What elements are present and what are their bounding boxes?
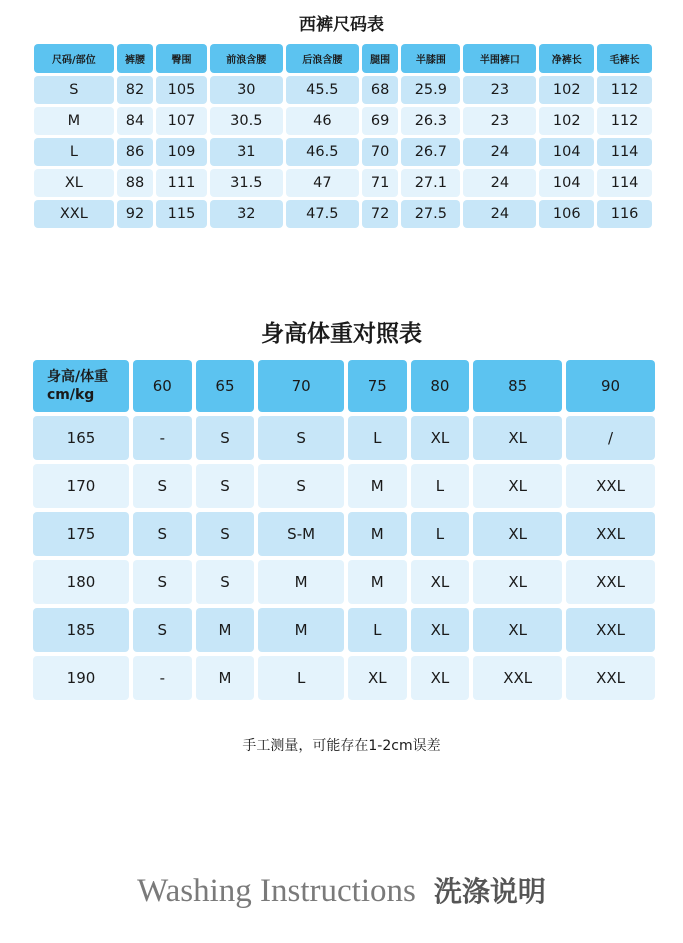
measurement-cell: 68: [362, 76, 399, 104]
table-row: [33, 464, 655, 508]
size-recommendation-cell: XXL: [473, 656, 562, 700]
height-weight-table-title: 身高体重对照表: [261, 321, 422, 347]
measurement-cell: 47: [286, 169, 359, 197]
measurement-cell: 102: [539, 76, 594, 104]
corner-label-height-weight: 身高/体重: [47, 369, 109, 385]
measurement-cell: 26.7: [401, 138, 460, 166]
size-recommendation-cell: XL: [473, 560, 562, 604]
size-recommendation-cell: L: [348, 416, 407, 460]
measurement-cell: 116: [597, 200, 652, 228]
size-recommendation-cell: XXL: [566, 464, 655, 508]
measurement-cell: 24: [463, 200, 536, 228]
column-header: 臀围: [156, 44, 207, 73]
measurement-cell: 104: [539, 138, 594, 166]
height-cell: 180: [33, 560, 129, 604]
measurement-cell: 26.3: [401, 107, 460, 135]
size-recommendation-cell: S: [133, 560, 192, 604]
column-header: 半膝围: [401, 44, 460, 73]
measurement-cell: 86: [117, 138, 154, 166]
height-cell: 185: [33, 608, 129, 652]
size-recommendation-cell: XL: [348, 656, 407, 700]
column-header: 毛裤长: [597, 44, 652, 73]
size-recommendation-cell: L: [258, 656, 344, 700]
measurement-cell: 27.1: [401, 169, 460, 197]
size-recommendation-cell: XXL: [566, 560, 655, 604]
size-recommendation-cell: XL: [473, 608, 562, 652]
measurement-cell: 72: [362, 200, 399, 228]
size-recommendation-cell: M: [258, 560, 344, 604]
table-row: [34, 200, 652, 228]
size-recommendation-cell: S: [196, 416, 255, 460]
measurement-cell: 102: [539, 107, 594, 135]
measurement-cell: 30: [210, 76, 283, 104]
size-recommendation-cell: S: [196, 512, 255, 556]
measurement-cell: 24: [463, 169, 536, 197]
table-row: [34, 76, 652, 104]
measurement-cell: 82: [117, 76, 154, 104]
table-row: [34, 169, 652, 197]
size-label-cell: S: [34, 76, 114, 104]
measurement-cell: 112: [597, 107, 652, 135]
table-header-row: [33, 360, 655, 412]
column-header: 裤腰: [117, 44, 154, 73]
measurement-cell: 114: [597, 138, 652, 166]
size-recommendation-cell: XL: [473, 416, 562, 460]
size-recommendation-cell: M: [348, 512, 407, 556]
measurement-cell: 69: [362, 107, 399, 135]
measurement-cell: 109: [156, 138, 207, 166]
table-row: [33, 512, 655, 556]
table-row: [33, 416, 655, 460]
table-row: [33, 656, 655, 700]
measurement-cell: 111: [156, 169, 207, 197]
size-recommendation-cell: S: [258, 416, 344, 460]
size-recommendation-cell: M: [196, 608, 255, 652]
size-recommendation-cell: XL: [411, 560, 470, 604]
size-recommendation-cell: L: [348, 608, 407, 652]
table-row: [34, 138, 652, 166]
measurement-cell: 71: [362, 169, 399, 197]
height-weight-table: [29, 356, 659, 704]
size-recommendation-cell: /: [566, 416, 655, 460]
size-recommendation-cell: XXL: [566, 512, 655, 556]
measurement-cell: 23: [463, 76, 536, 104]
measurement-cell: 46.5: [286, 138, 359, 166]
table-row: [33, 560, 655, 604]
weight-header-cell: 65: [196, 360, 255, 412]
pants-size-table-title: 西裤尺码表: [299, 15, 384, 35]
corner-label-units: cm/kg: [47, 387, 95, 403]
corner-header: [33, 360, 129, 412]
measurement-cell: 23: [463, 107, 536, 135]
column-header: 尺码/部位: [34, 44, 114, 73]
size-recommendation-cell: M: [348, 464, 407, 508]
size-recommendation-cell: S: [133, 512, 192, 556]
measurement-note: 手工测量，可能存在1-2cm误差: [242, 738, 441, 754]
size-recommendation-cell: M: [196, 656, 255, 700]
measurement-cell: 25.9: [401, 76, 460, 104]
column-header: 后浪含腰: [286, 44, 359, 73]
size-recommendation-cell: XL: [411, 416, 470, 460]
measurement-cell: 106: [539, 200, 594, 228]
size-label-cell: XL: [34, 169, 114, 197]
measurement-cell: 24: [463, 138, 536, 166]
measurement-cell: 84: [117, 107, 154, 135]
size-recommendation-cell: XL: [411, 608, 470, 652]
weight-header-cell: 80: [411, 360, 470, 412]
measurement-cell: 31.5: [210, 169, 283, 197]
size-recommendation-cell: S: [196, 464, 255, 508]
measurement-cell: 92: [117, 200, 154, 228]
measurement-cell: 70: [362, 138, 399, 166]
measurement-cell: 31: [210, 138, 283, 166]
height-cell: 165: [33, 416, 129, 460]
weight-header-cell: 60: [133, 360, 192, 412]
size-label-cell: XXL: [34, 200, 114, 228]
column-header: 前浪含腰: [210, 44, 283, 73]
size-recommendation-cell: XXL: [566, 656, 655, 700]
measurement-cell: 114: [597, 169, 652, 197]
measurement-cell: 112: [597, 76, 652, 104]
measurement-cell: 45.5: [286, 76, 359, 104]
size-recommendation-cell: M: [348, 560, 407, 604]
size-recommendation-cell: -: [133, 416, 192, 460]
size-recommendation-cell: M: [258, 608, 344, 652]
column-header: 腿围: [362, 44, 399, 73]
height-cell: 175: [33, 512, 129, 556]
table-row: [34, 107, 652, 135]
size-recommendation-cell: S-M: [258, 512, 344, 556]
measurement-cell: 104: [539, 169, 594, 197]
size-recommendation-cell: S: [258, 464, 344, 508]
washing-instructions-heading: [0, 870, 683, 910]
washing-instructions-en: Washing Instructions: [137, 873, 416, 909]
size-recommendation-cell: S: [133, 464, 192, 508]
measurement-cell: 115: [156, 200, 207, 228]
table-header-row: [34, 44, 652, 73]
size-recommendation-cell: XXL: [566, 608, 655, 652]
size-recommendation-cell: XL: [473, 464, 562, 508]
column-header: 净裤长: [539, 44, 594, 73]
column-header: 半围裤口: [463, 44, 536, 73]
measurement-cell: 30.5: [210, 107, 283, 135]
size-label-cell: L: [34, 138, 114, 166]
measurement-cell: 105: [156, 76, 207, 104]
measurement-cell: 107: [156, 107, 207, 135]
size-label-cell: M: [34, 107, 114, 135]
measurement-cell: 88: [117, 169, 154, 197]
size-recommendation-cell: L: [411, 464, 470, 508]
weight-header-cell: 85: [473, 360, 562, 412]
table-row: [33, 608, 655, 652]
size-recommendation-cell: XL: [473, 512, 562, 556]
measurement-cell: 47.5: [286, 200, 359, 228]
weight-header-cell: 70: [258, 360, 344, 412]
pants-size-table: [31, 41, 655, 231]
height-cell: 170: [33, 464, 129, 508]
measurement-cell: 46: [286, 107, 359, 135]
weight-header-cell: 90: [566, 360, 655, 412]
measurement-cell: 27.5: [401, 200, 460, 228]
washing-instructions-cn: 洗涤说明: [433, 875, 546, 908]
measurement-cell: 32: [210, 200, 283, 228]
size-recommendation-cell: L: [411, 512, 470, 556]
size-recommendation-cell: S: [196, 560, 255, 604]
height-cell: 190: [33, 656, 129, 700]
weight-header-cell: 75: [348, 360, 407, 412]
size-recommendation-cell: XL: [411, 656, 470, 700]
size-recommendation-cell: -: [133, 656, 192, 700]
size-recommendation-cell: S: [133, 608, 192, 652]
